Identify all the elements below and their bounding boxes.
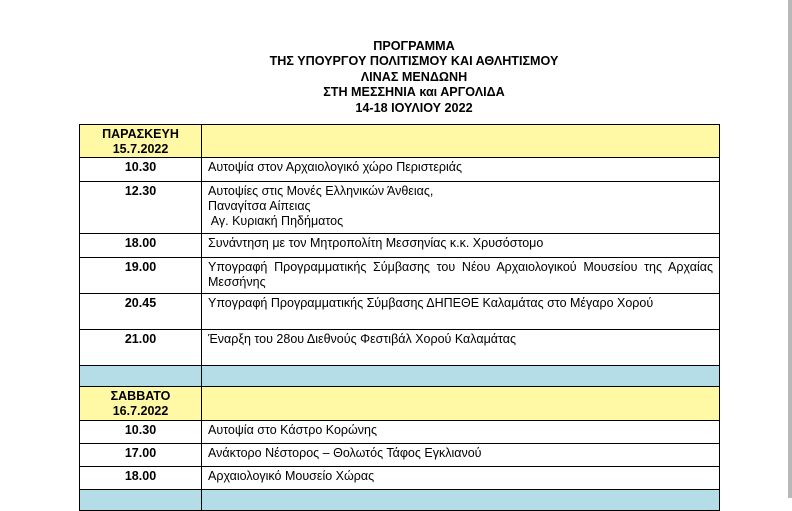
day-header-empty-cell	[202, 387, 720, 421]
schedule-row	[80, 182, 720, 234]
event-text: Αρχαιολογικό Μουσείο Χώρας	[208, 469, 375, 483]
event-text: Ανάκτορο Νέστορος – Θολωτός Τάφος Εγκλιανού	[208, 446, 482, 460]
event-text-line: Παναγίτσα Αίπειας	[208, 199, 311, 213]
day-separator	[80, 490, 720, 511]
schedule-row	[80, 258, 720, 294]
time-cell: 18.00	[80, 467, 202, 490]
day-header-friday	[80, 125, 720, 158]
event-cell	[202, 234, 720, 258]
day-cell	[80, 387, 202, 421]
schedule-row	[80, 294, 720, 330]
event-cell	[202, 421, 720, 444]
day-date: 15.7.2022	[112, 141, 169, 156]
event-text: Έναρξη του 28ου Διεθνούς Φεστιβάλ Χορού Καλαμάτας	[208, 332, 517, 346]
day-header-saturday	[80, 387, 720, 421]
day-name: ΣΑΒΒΑΤΟ	[110, 389, 171, 403]
time-cell: 20.45	[80, 294, 202, 330]
schedule-row	[80, 330, 720, 366]
event-text: Αυτοψία στο Κάστρο Κορώνης	[208, 423, 378, 437]
time-cell: 18.00	[80, 234, 202, 258]
event-text-line: Αγ. Κυριακή Πηδήματος	[208, 214, 344, 228]
heading-line-3: ΛΙΝΑΣ ΜΕΝΔΩΝΗ	[360, 69, 468, 84]
heading-line-4: ΣΤΗ ΜΕΣΣΗΝΙΑ και ΑΡΓΟΛΙΔΑ	[323, 85, 505, 100]
schedule-table	[79, 124, 720, 511]
event-cell	[202, 330, 720, 366]
event-cell	[202, 182, 720, 234]
event-cell: Υπογραφή Προγραμματικής Σύμβασης ΔΗΠΕΘΕ Καλαμάτας στο Μέγαρο Χορού	[202, 294, 720, 330]
schedule-row	[80, 467, 720, 490]
time-cell: 21.00	[80, 330, 202, 366]
day-date: 16.7.2022	[112, 403, 169, 418]
time-cell: 17.00	[80, 444, 202, 467]
program-heading	[0, 39, 792, 116]
heading-line-1: ΠΡΟΓΡΑΜΜΑ	[373, 39, 455, 53]
event-text: Αυτοψία στον Αρχαιολογικό χώρο Περιστεριάς	[208, 160, 463, 174]
day-separator	[80, 366, 720, 387]
window-frame-edge	[788, 0, 792, 498]
separator-cell	[80, 366, 202, 387]
schedule-row	[80, 444, 720, 467]
event-cell: Υπογραφή Προγραμματικής Σύμβασης του Νέου Αρχαιολογικού Μουσείου της Αρχαίας Μεσσήνης	[202, 258, 720, 294]
time-cell: 12.30	[80, 182, 202, 234]
heading-line-5: 14-18 ΙΟΥΛΙΟΥ 2022	[355, 100, 473, 115]
separator-cell	[80, 490, 202, 511]
day-name: ΠΑΡΑΣΚΕΥΗ	[102, 127, 179, 141]
day-header-empty-cell	[202, 125, 720, 158]
schedule-row	[80, 234, 720, 258]
event-text: Συνάντηση με τον Μητροπολίτη Μεσσηνίας κ.κ. Χρυσόστομο	[208, 236, 544, 250]
heading-line-2: ΤΗΣ ΥΠΟΥΡΓΟΥ ΠΟΛΙΤΙΣΜΟΥ ΚΑΙ ΑΘΛΗΤΙΣΜΟΥ	[269, 54, 559, 69]
time-cell: 19.00	[80, 258, 202, 294]
event-cell	[202, 467, 720, 490]
separator-cell	[202, 490, 720, 511]
event-cell	[202, 444, 720, 467]
time-cell: 10.30	[80, 421, 202, 444]
schedule-row	[80, 158, 720, 182]
schedule-row	[80, 421, 720, 444]
day-cell	[80, 125, 202, 158]
separator-cell	[202, 366, 720, 387]
event-cell	[202, 158, 720, 182]
event-text-line: Αυτοψίες στις Μονές Ελληνικών Άνθειας,	[208, 184, 434, 198]
time-cell: 10.30	[80, 158, 202, 182]
